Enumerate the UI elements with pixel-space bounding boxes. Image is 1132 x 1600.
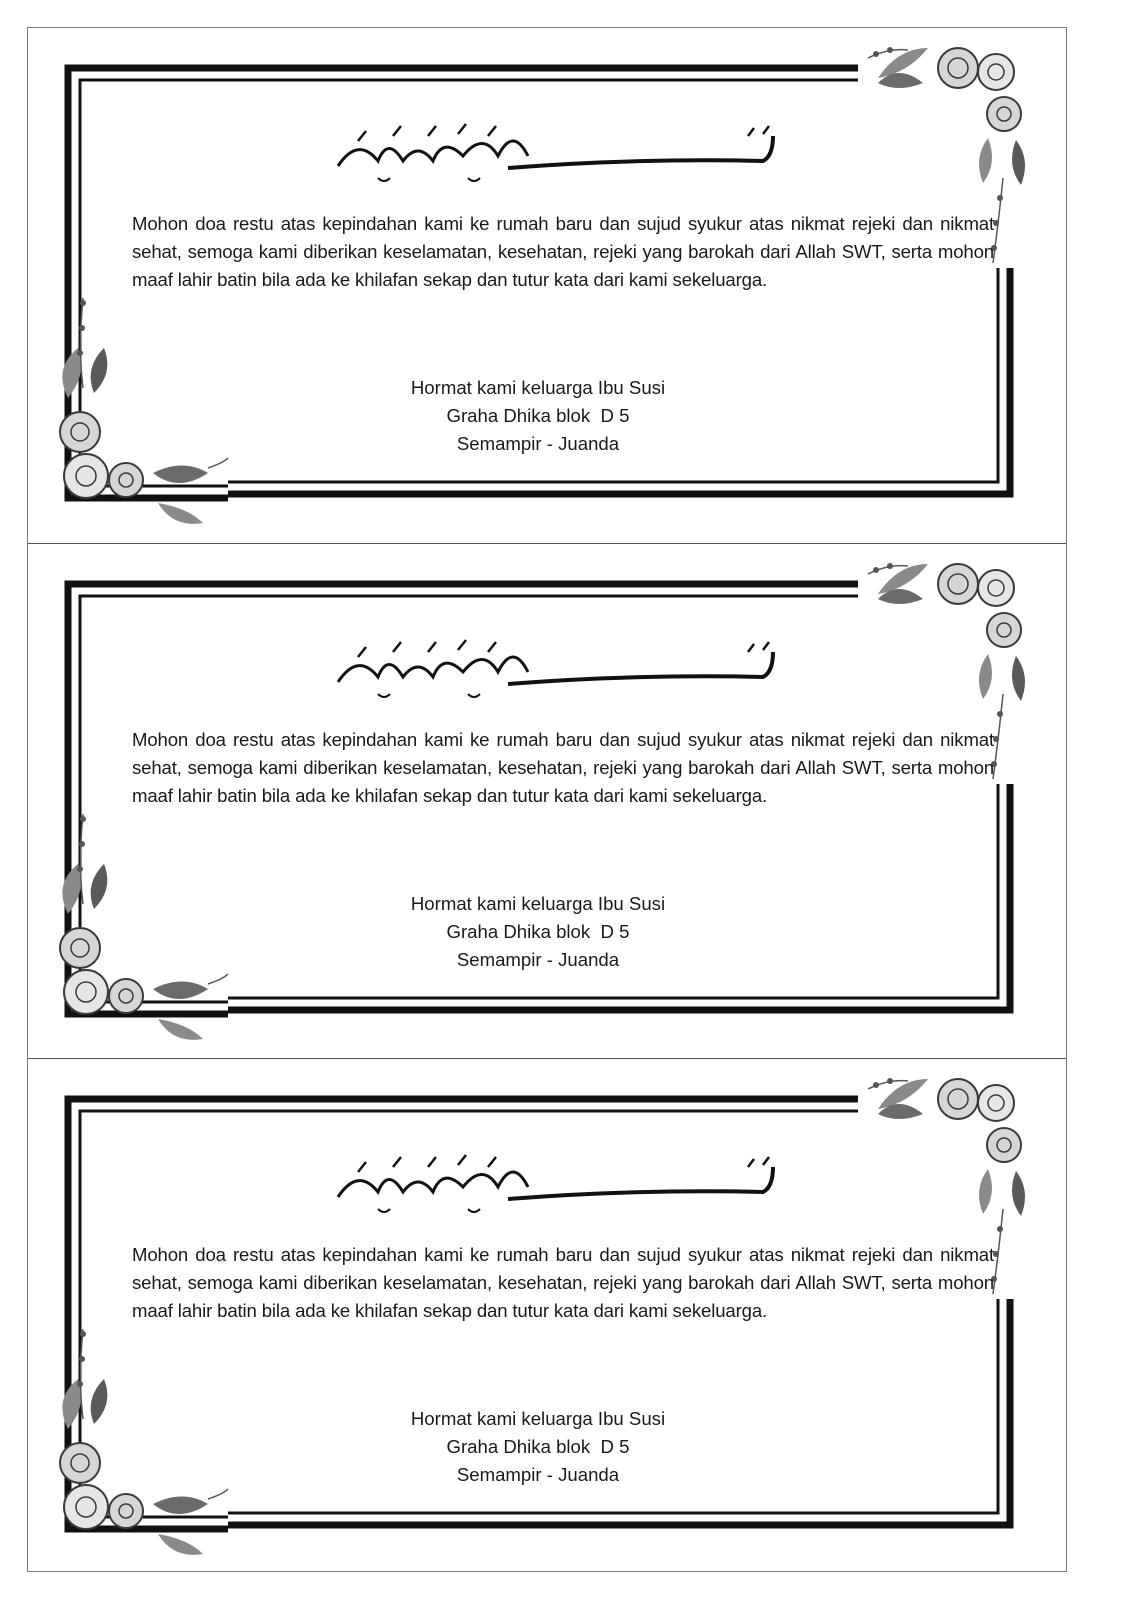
message-text: Mohon doa restu atas kepindahan kami ke rumah baru dan sujud syukur atas nikmat rejeki dan nikmat sehat, semoga kami diberikan keselamatan, kesehatan, rejeki yang barokah dari Allah SWT, serta mohon maaf lahir batin bila ada ke khilafan sekap dan tutur kata dari kami sekeluarga. [132, 1244, 994, 1321]
signature-line: Hormat kami keluarga Ibu Susi [410, 377, 666, 398]
bismillah-calligraphy [318, 622, 798, 722]
invitation-card-1 [28, 28, 1066, 543]
location-line: Semampir - Juanda [456, 949, 620, 970]
flower-ornament-bottom-left [60, 1329, 228, 1555]
bismillah-calligraphy [318, 1137, 798, 1237]
address-line: Graha Dhika blok D 5 [446, 405, 630, 426]
address-line: Graha Dhika blok D 5 [446, 1436, 630, 1457]
signature-line: Hormat kami keluarga Ibu Susi [410, 1408, 666, 1429]
message-text: Mohon doa restu atas kepindahan kami ke rumah baru dan sujud syukur atas nikmat rejeki dan nikmat sehat, semoga kami diberikan keselamatan, kesehatan, rejeki yang barokah dari Allah SWT, serta mohon maaf lahir batin bila ada ke khilafan sekap dan tutur kata dari kami sekeluarga. [132, 729, 994, 806]
signature-block [278, 374, 798, 458]
bismillah-calligraphy [318, 106, 798, 206]
signature-line: Hormat kami keluarga Ibu Susi [410, 893, 666, 914]
print-sheet [27, 27, 1067, 1572]
location-line: Semampir - Juanda [456, 1464, 620, 1485]
address-line: Graha Dhika blok D 5 [446, 921, 630, 942]
invitation-card-2 [28, 543, 1066, 1059]
invitation-card-3 [28, 1058, 1066, 1574]
message-text: Mohon doa restu atas kepindahan kami ke rumah baru dan sujud syukur atas nikmat rejeki dan nikmat sehat, semoga kami diberikan keselamatan, kesehatan, rejeki yang barokah dari Allah SWT, serta mohon maaf lahir batin bila ada ke khilafan sekap dan tutur kata dari kami sekeluarga. [132, 213, 994, 290]
flower-ornament-bottom-left [60, 814, 228, 1040]
location-line: Semampir - Juanda [456, 433, 620, 454]
signature-block [278, 890, 798, 974]
flower-ornament-bottom-left [60, 298, 228, 524]
signature-block [278, 1405, 798, 1489]
